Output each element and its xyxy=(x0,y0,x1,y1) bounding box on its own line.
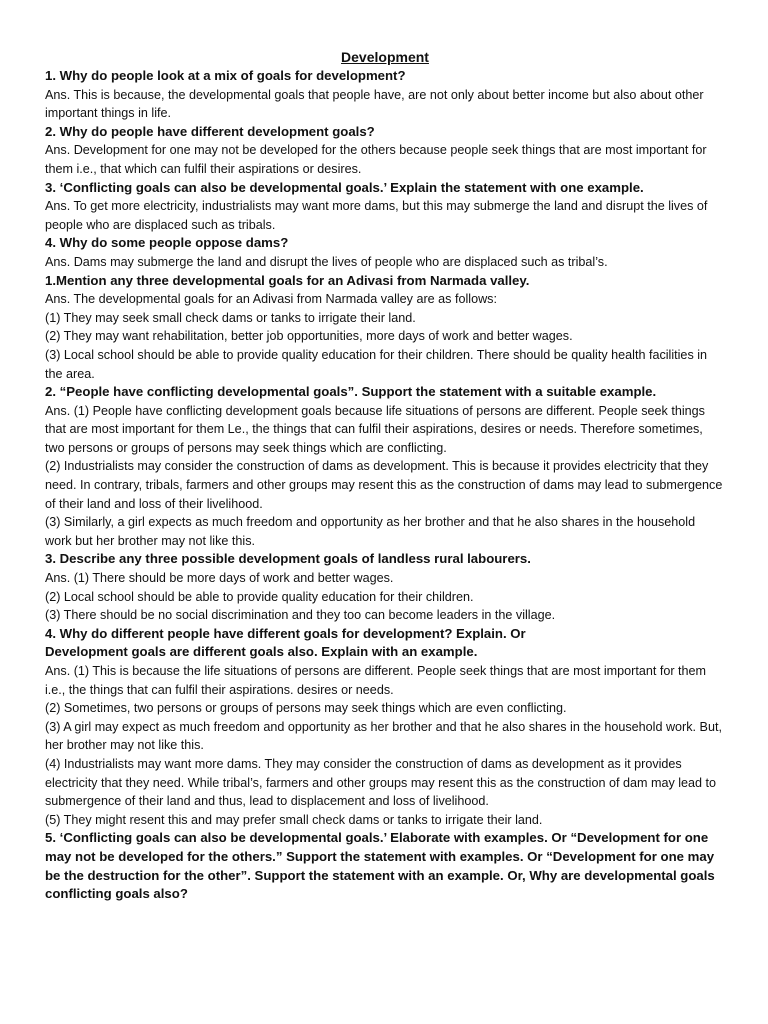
answer-7-point-2: (2) Local school should be able to provide quality education for their children. xyxy=(45,589,474,604)
answer-4: Ans. Dams may submerge the land and disrupt the lives of people who are displaced such as tribal’s. xyxy=(45,254,608,269)
answer-6-point-2: (2) Industrialists may consider the construction of dams as development. This is because it provides electricity that they need. In contrary, tribals, farmers and other groups may resent this as the construction of dams may lead to submergence of their land and loss of their livelihood. xyxy=(45,459,723,511)
question-8-line-2: Development goals are different goals also. Explain with an example. xyxy=(45,644,478,660)
question-9: 5. ‘Conflicting goals can also be developmental goals.’ Elaborate with examples. Or “Development for one may not be developed for the others.” Support the statement with examples. Or “Development for one may be the destruction for the other”. Support the statement with an example. Or, Why are developmental goals conflicting goals also? xyxy=(45,830,715,902)
answer-7-point-1: Ans. (1) There should be more days of work and better wages. xyxy=(45,571,394,586)
answer-8-point-3: (3) A girl may expect as much freedom and opportunity as her brother and that he also shares in the household work. But, her brother may not like this. xyxy=(45,719,722,753)
answer-6-point-1: Ans. (1) People have conflicting development goals because life situations of persons are different. People seek things that are most important for them Le., the things that can fulfil their aspirations, desires or needs. Therefore sometimes, two persons or groups of persons may seek things which are conflicting. xyxy=(45,403,705,455)
answer-8-point-4: (4) Industrialists may want more dams. They may consider the construction of dams as development as it provides electricity that they need. While tribal’s, farmers and other groups may resent this as the construction of dam may lead to submergence of their land and thus, lead to displacement and loss of livelihood. xyxy=(45,756,717,809)
question-4: 4. Why do some people oppose dams? xyxy=(45,235,289,251)
question-7: 3. Describe any three possible development goals of landless rural labourers. xyxy=(45,551,531,567)
page-title: Development xyxy=(341,49,429,65)
answer-8-point-2: (2) Sometimes, two persons or groups of persons may seek things which are even conflicting. xyxy=(45,701,567,716)
answer-7-point-3: (3) There should be no social discrimination and they too can become leaders in the village. xyxy=(45,608,556,623)
answer-5-intro: Ans. The developmental goals for an Adivasi from Narmada valley are as follows: xyxy=(45,292,497,307)
question-1: 1. Why do people look at a mix of goals for development? xyxy=(45,68,406,83)
answer-5-point-3: (3) Local school should be able to provide quality education for their children. There should be quality health facilities in the area. xyxy=(45,347,708,381)
answer-6-point-3: (3) Similarly, a girl expects as much freedom and opportunity as her brother and that he also shares in the household work but her brother may not like this. xyxy=(45,515,696,548)
answer-5-point-2: (2) They may want rehabilitation, better job opportunities, more days of work and better wages. xyxy=(45,329,573,344)
question-5: 1.Mention any three developmental goals for an Adivasi from Narmada valley. xyxy=(45,272,530,288)
document-page xyxy=(45,48,725,904)
answer-2: Ans. Development for one may not be developed for the others because people seek things that are most important for them i.e., that which can fulfil their aspirations or desires. xyxy=(45,143,707,176)
answer-8-point-5: (5) They might resent this and may prefer small check dams or tanks to irrigate their land. xyxy=(45,812,543,827)
question-3: 3. ‘Conflicting goals can also be developmental goals.’ Explain the statement with one example. xyxy=(45,179,644,195)
question-2: 2. Why do people have different development goals? xyxy=(45,123,375,139)
answer-1: Ans. This is because, the developmental goals that people have, are not only about better income but also about other important things in life. xyxy=(45,87,704,121)
answer-8-point-1: Ans. (1) This is because the life situations of persons are different. People seek things that are most important for them i.e., the things that can fulfil their aspirations. desires or needs. xyxy=(45,664,707,697)
answer-5-point-1: (1) They may seek small check dams or tanks to irrigate their land. xyxy=(45,310,416,325)
question-6: 2. “People have conflicting developmental goals”. Support the statement with a suitable example. xyxy=(45,384,657,400)
question-8-line-1: 4. Why do different people have different goals for development? Explain. Or xyxy=(45,625,526,641)
answer-3: Ans. To get more electricity, industrialists may want more dams, but this may submerge the land and disrupt the lives of people who are displaced such as tribals. xyxy=(45,199,708,232)
